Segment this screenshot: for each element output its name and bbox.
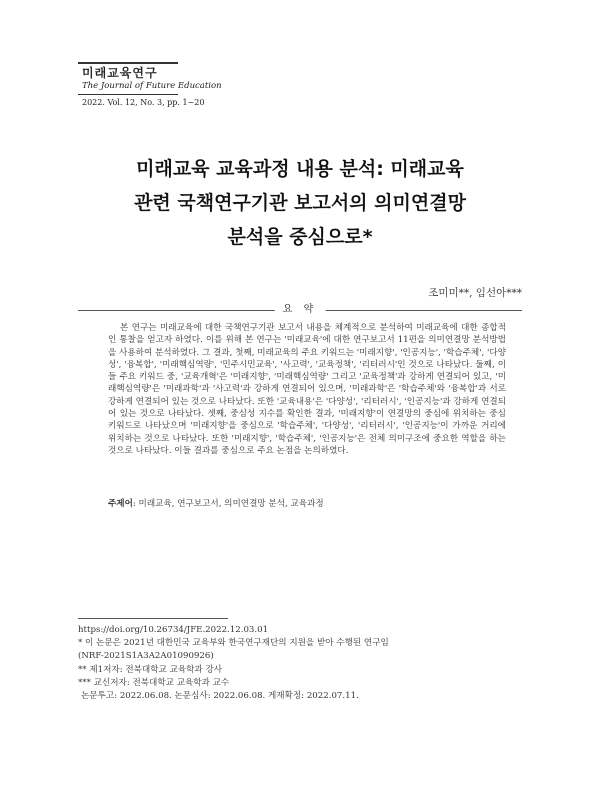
abstract-heading-label: 요 약 bbox=[275, 303, 326, 317]
journal-english-name: The Journal of Future Education bbox=[82, 81, 222, 91]
journal-name: 미래교육연구 bbox=[82, 66, 158, 80]
journal-box bbox=[78, 62, 222, 95]
title-line: 분석을 중심으로* bbox=[227, 226, 373, 248]
footnote-rule bbox=[78, 618, 228, 619]
doi-link[interactable]: https://doi.org/10.26734/JFE.2022.12.03.01 bbox=[78, 625, 269, 635]
paper-title bbox=[60, 152, 540, 254]
first-author-note: ** 제1저자: 전북대학교 교육학과 강사 bbox=[78, 664, 223, 675]
abstract-text: 본 연구는 미래교육에 대한 국책연구기관 보고서 내용을 체계적으로 분석하여 미래교육에 대한 종합적인 통찰을 얻고자 하였다. 이를 위해 본 연구는 '미래교육'에 대한 연구보고서 11편을 의미연결망 분석방법을 사용하여 분석하였다. 그 결과, 첫째, 미래교육의 주요 키워드는 '미래지향', '인공지능', '학습주체', '다양성', '융복합', '미래핵심역량', '민주시민교육', '사고력', '교육정책', '리터러시'인 것으로 나타났다. 둘째, 이들 주요 키워드 중, '교육개혁'은 '미래지향', '미래핵심역량' 그리고 '교육정책'과 강하게 연결되어 있고, '미래핵심역량'은 '미래과학'과 '사고력'과 강하게 연결되어 있으며, '미래과학'은 '학습주체'와 '융복합'과 서로 강하게 연결되어 있는 것으로 나타났다. 또한 '교육내용'은 '다양성', '리터러시', '인공지능'과 강하게 연결되어 있는 것으로 나타났다. 셋째, 중심성 지수를 확인한 결과, '미래지향'이 연결망의 중심에 위치하는 중심 키워드로 나타났으며 '미래지향'을 중심으로 '학습주체', '다양성', '리터러시', '인공지능'이 가까운 거리에 위치하는 것으로 나타났다. 또한 '미래지향', '학습주체', '인공지능'은 전체 의미구조에 중요한 역할을 하는 것으로 나타났다. 이들 결과를 중심으로 주요 논점을 논의하였다. bbox=[108, 323, 506, 456]
journal-volume-info: 2022. Vol. 12, No. 3, pp. 1~20 bbox=[82, 98, 205, 107]
journal-header bbox=[78, 62, 222, 108]
footnotes bbox=[78, 618, 522, 703]
title-line: 관련 국책연구기관 보고서의 의미연결망 bbox=[134, 192, 466, 214]
funding-note: * 이 논문은 2021년 대한민국 교육부와 한국연구재단의 지원을 받아 수행된 연구임 bbox=[78, 638, 389, 649]
funding-grant-number: (NRF-2021S1A3A2A01090926) bbox=[78, 651, 214, 662]
submission-dates: 논문투고: 2022.06.08. 논문심사: 2022.06.08. 게재확정: 2022.07.11. bbox=[81, 691, 359, 702]
corresponding-author-note: *** 교신저자: 전북대학교 교육학과 교수 bbox=[78, 677, 230, 688]
keywords-values: : 미래교육, 연구보고서, 의미연결망 분석, 교육과정 bbox=[132, 499, 324, 509]
keywords-label: 주제어 bbox=[108, 499, 133, 509]
author-names: 조미미**, 임선아*** bbox=[428, 287, 522, 299]
abstract-heading bbox=[78, 303, 522, 317]
keywords bbox=[108, 498, 506, 510]
title-line: 미래교육 교육과정 내용 분석: 미래교육 bbox=[136, 158, 464, 180]
